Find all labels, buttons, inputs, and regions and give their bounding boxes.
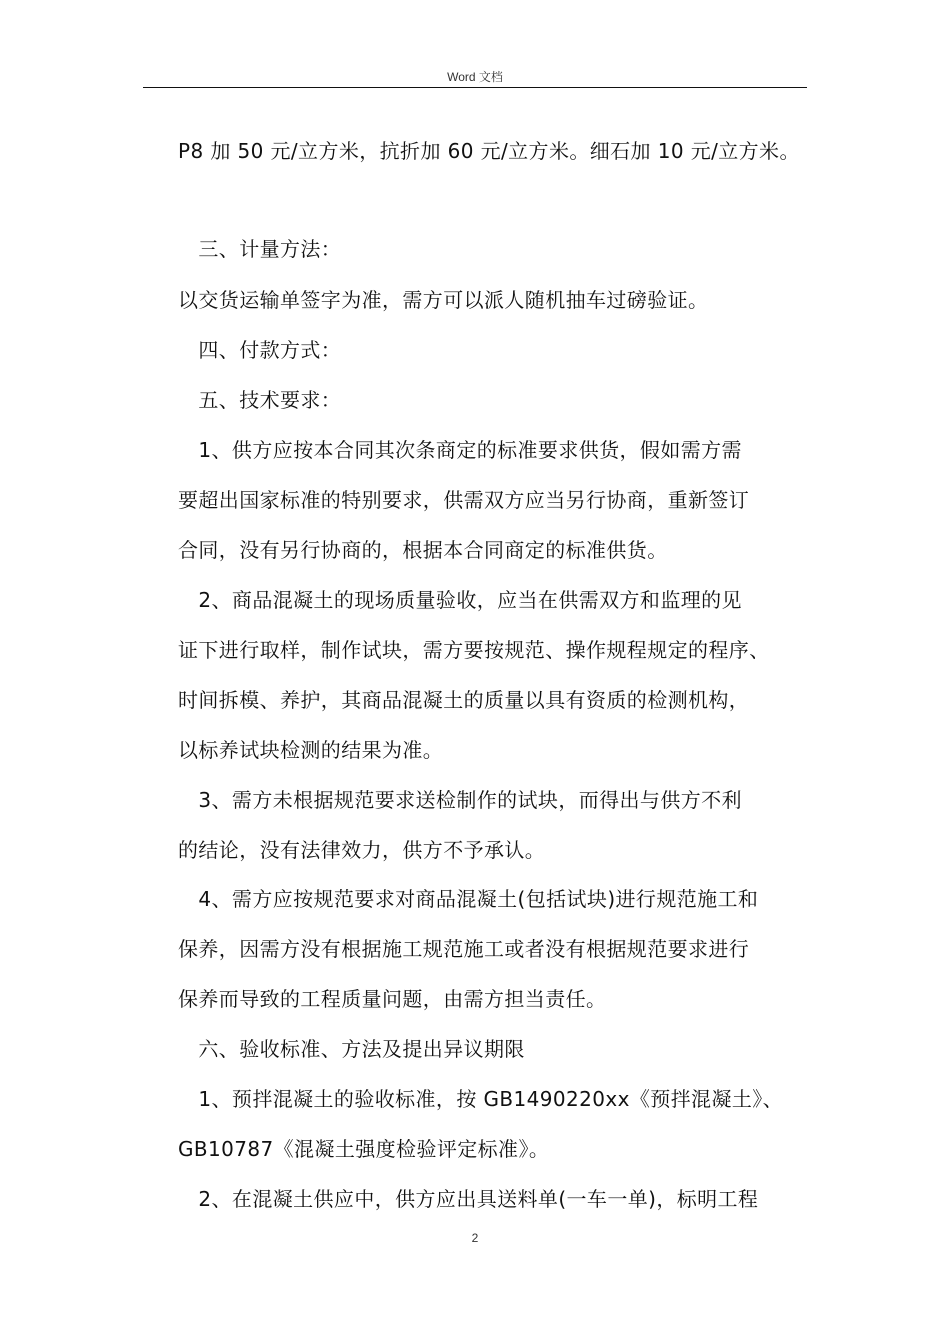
- page-number: 2: [471, 1231, 479, 1245]
- section-heading: 三、计量方法：: [178, 237, 342, 261]
- paragraph-line: 保养，因需方没有根据施工规范施工或者没有根据规范要求进行: [178, 937, 750, 961]
- paragraph-line: 2、在混凝土供应中，供方应出具送料单(一车一单)，标明工程: [178, 1187, 759, 1211]
- paragraph-line: 合同，没有另行协商的，根据本合同商定的标准供货。: [178, 538, 668, 562]
- paragraph-line: 时间拆模、养护，其商品混凝土的质量以具有资质的检测机构，: [178, 688, 750, 712]
- paragraph-line: 证下进行取样，制作试块，需方要按规范、操作规程规定的程序、: [178, 638, 770, 662]
- paragraph-line: 的结论，没有法律效力，供方不予承认。: [178, 838, 546, 862]
- paragraph-line: 1、供方应按本合同其次条商定的标准要求供货，假如需方需: [178, 438, 742, 462]
- section-heading: 五、技术要求：: [178, 388, 342, 412]
- paragraph-line: 保养而导致的工程质量问题，由需方担当责任。: [178, 987, 607, 1011]
- section-heading: 四、付款方式：: [178, 338, 342, 362]
- paragraph-line: P8 加 50 元/立方米，抗折加 60 元/立方米。细石加 10 元/立方米。: [178, 139, 800, 163]
- section-heading: 六、验收标准、方法及提出异议期限: [178, 1037, 525, 1061]
- header-divider: [143, 87, 807, 88]
- paragraph-line: 3、需方未根据规范要求送检制作的试块，而得出与供方不利: [178, 788, 742, 812]
- header-title: Word 文档: [447, 70, 503, 84]
- paragraph-line: 以标养试块检测的结果为准。: [178, 738, 444, 762]
- paragraph-line: 2、商品混凝土的现场质量验收，应当在供需双方和监理的见: [178, 588, 742, 612]
- paragraph-line: GB10787《混凝土强度检验评定标准》。: [178, 1137, 550, 1161]
- paragraph-line: 1、预拌混凝土的验收标准，按 GB1490220xx《预拌混凝土》、: [178, 1087, 784, 1111]
- paragraph-line: 以交货运输单签字为准，需方可以派人随机抽车过磅验证。: [178, 288, 709, 312]
- paragraph-line: 4、需方应按规范要求对商品混凝土(包括试块)进行规范施工和: [178, 887, 759, 911]
- paragraph-line: 要超出国家标准的特别要求，供需双方应当另行协商，重新签订: [178, 488, 750, 512]
